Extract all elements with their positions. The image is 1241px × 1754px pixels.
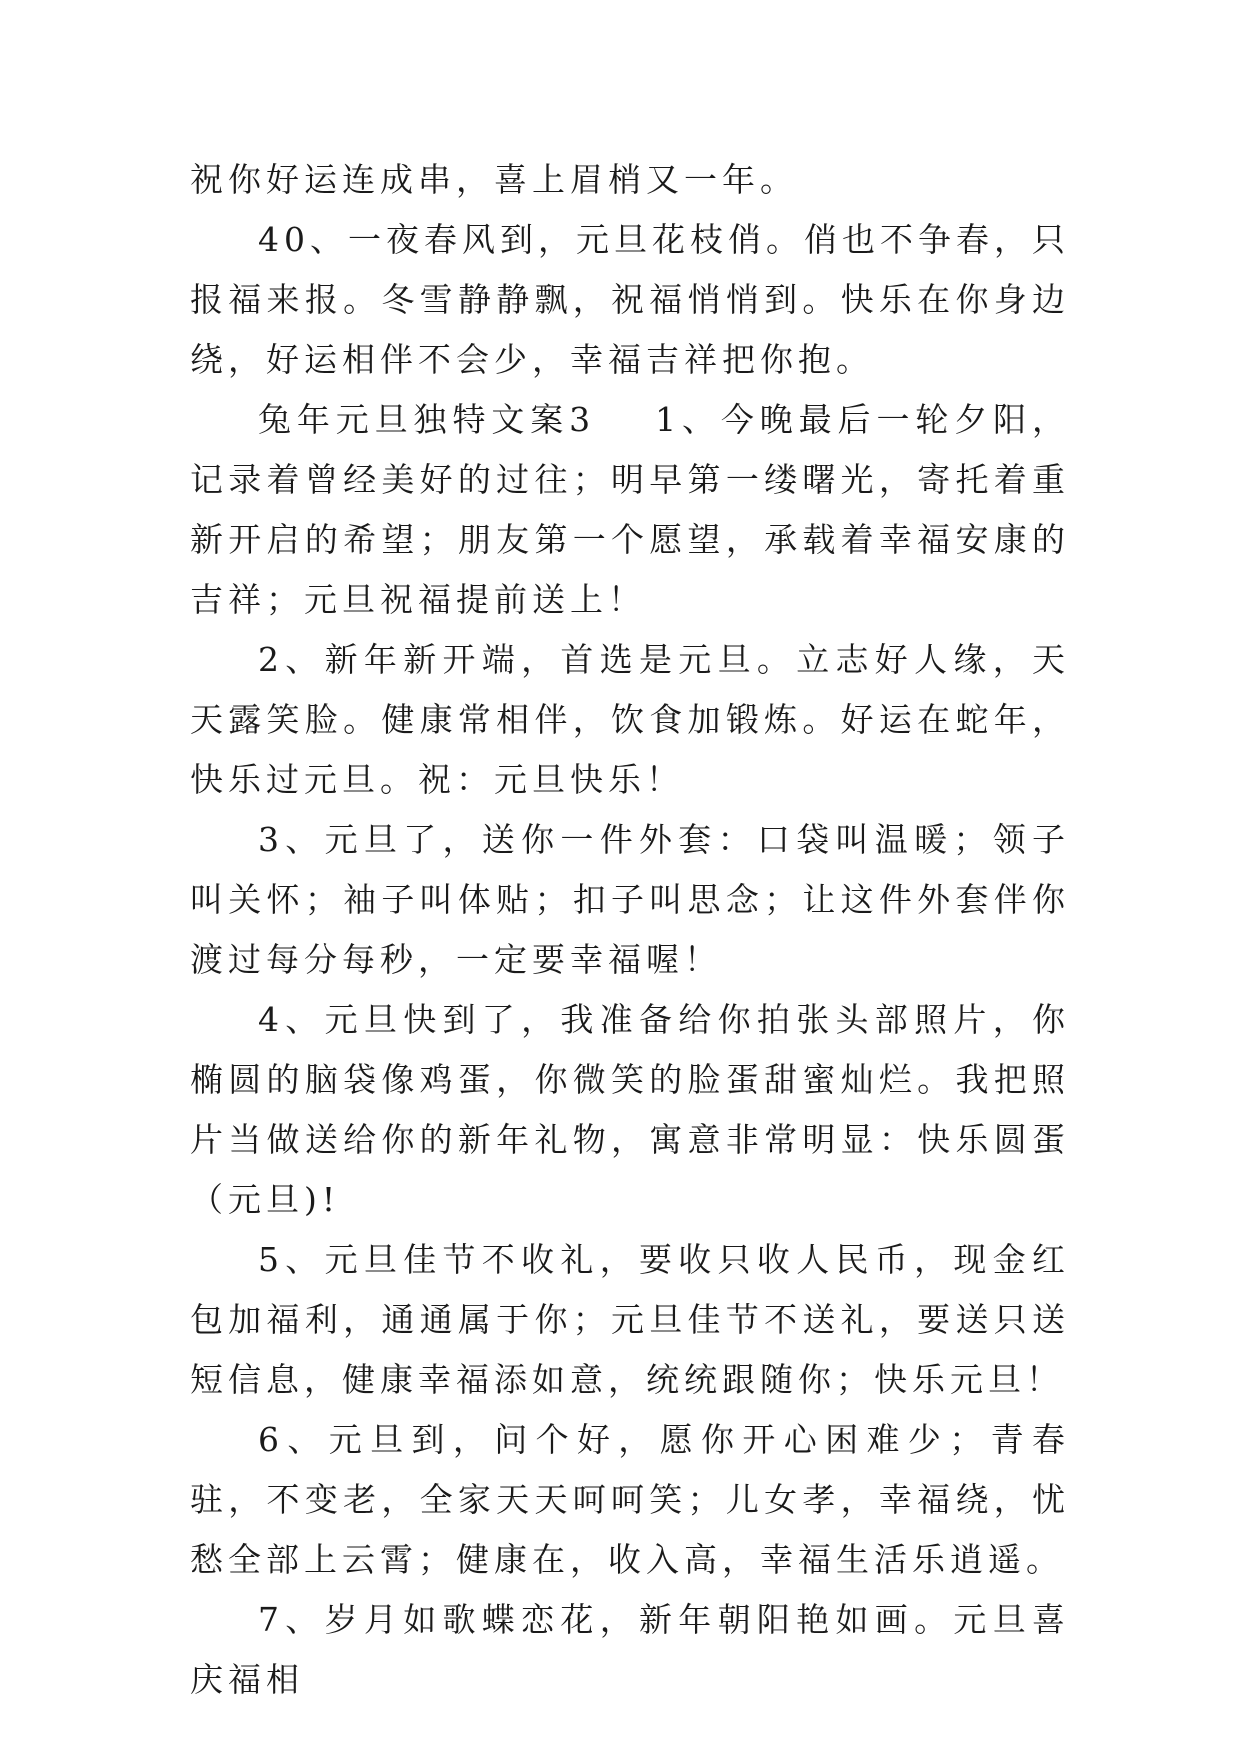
list-item: 3、元旦了，送你一件外套：口袋叫温暖；领子叫关怀；袖子叫体贴；扣子叫思念；让这件外套伴你渡过每分每秒，一定要幸福喔！ [190,820,1070,979]
list-item: 4、元旦快到了，我准备给你拍张头部照片，你椭圆的脑袋像鸡蛋，你微笑的脸蛋甜蜜灿烂。我把照片当做送给你的新年礼物，寓意非常明显：快乐圆蛋（元旦)! [190,1000,1070,1219]
list-item: 6、元旦到，问个好，愿你开心困难少；青春驻，不变老，全家天天呵呵笑；儿女孝，幸福绕，忧愁全部上云霄；健康在，收入高，幸福生活乐逍遥。 [190,1420,1070,1579]
list-item: 7、岁月如歌蝶恋花，新年朝阳艳如画。元旦喜庆福相 [190,1600,1070,1699]
document-body [190,150,1070,1710]
list-item: 2、新年新开端，首选是元旦。立志好人缘，天天露笑脸。健康常相伴，饮食加锻炼。好运在蛇年，快乐过元旦。祝：元旦快乐！ [190,640,1070,799]
paragraph-continuation: 祝你好运连成串，喜上眉梢又一年。 [190,160,798,199]
section-first-item: 1、今晚最后一轮夕阳，记录着曾经美好的过往；明早第一缕曙光，寄托着重新开启的希望；朋友第一个愿望，承载着幸福安康的吉祥；元旦祝福提前送上！ [190,400,1070,619]
list-item: 5、元旦佳节不收礼，要收只收人民币，现金红包加福利，通通属于你；元旦佳节不送礼，要送只送短信息，健康幸福添如意，统统跟随你；快乐元旦！ [190,1240,1070,1399]
section-paragraph [190,390,1070,630]
paragraph-item-40: 40、一夜春风到，元旦花枝俏。俏也不争春，只报福来报。冬雪静静飘，祝福悄悄到。快乐在你身边绕，好运相伴不会少，幸福吉祥把你抱。 [190,220,1070,379]
section-heading: 兔年元旦独特文案3 [258,400,596,439]
